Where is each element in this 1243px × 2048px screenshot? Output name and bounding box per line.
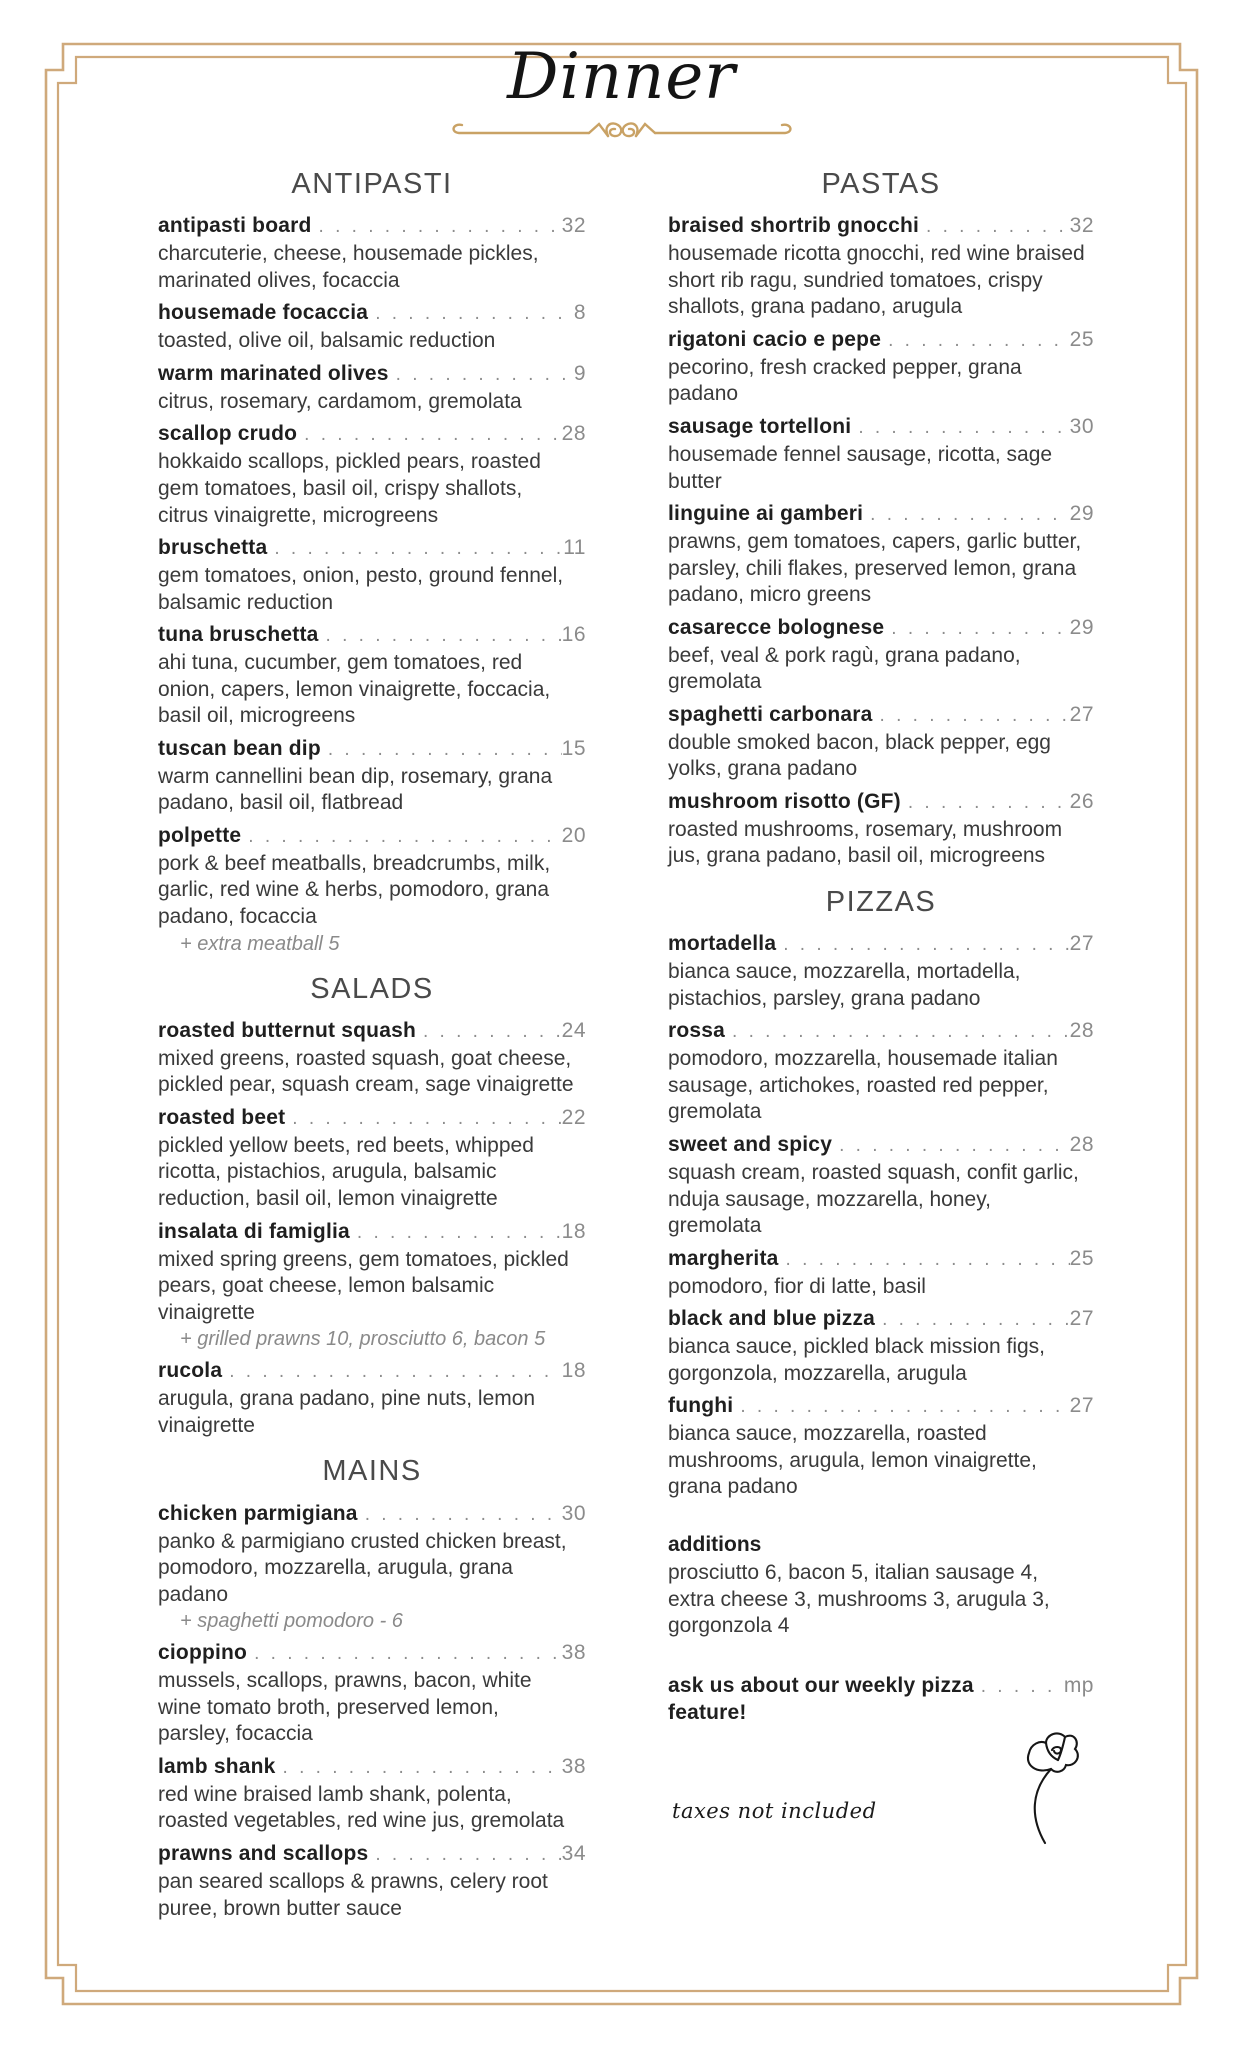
- menu-item: [158, 621, 586, 730]
- menu-item-price: 16: [561, 623, 586, 647]
- menu-item-title-row: [158, 534, 586, 563]
- dot-leader: [285, 1106, 561, 1132]
- menu-item-price: 24: [561, 1018, 586, 1042]
- weekly-feature-text: ask us about our weekly pizza: [668, 1673, 974, 1697]
- menu-item-description: prawns, gem tomatoes, capers, garlic butter, parsley, chili flakes, preserved lemon, grana padano, micro greens: [668, 530, 1082, 607]
- menu-item: [158, 212, 586, 294]
- dot-leader: [222, 1359, 561, 1385]
- dot-leader: [312, 214, 562, 240]
- additions-heading: additions: [668, 1532, 762, 1556]
- menu-item-name: insalata di famiglia: [158, 1219, 350, 1243]
- menu-item-description: double smoked bacon, black pepper, egg yolks, grana padano: [668, 730, 1051, 781]
- dot-leader: [368, 301, 574, 327]
- menu-item-name: rossa: [668, 1019, 726, 1043]
- dot-leader: [368, 1842, 561, 1868]
- menu-item-price: 38: [561, 1754, 586, 1778]
- menu-item-description: bianca sauce, pickled black mission figs, gorgonzola, mozzarella, arugula: [668, 1335, 1046, 1385]
- menu-item: [158, 1840, 586, 1922]
- page-title: Dinner: [507, 40, 736, 114]
- menu-item-price: 28: [1069, 1019, 1094, 1043]
- menu-item: [158, 822, 586, 957]
- menu-item-title-row: [668, 1305, 1094, 1334]
- menu-item-description: housemade ricotta gnocchi, red wine braised short rib ragu, sundried tomatoes, crispy shallots, grana padano, arugula: [668, 242, 1085, 319]
- menu-item-description: citrus, rosemary, cardamom, gremolata: [158, 389, 522, 413]
- menu-item: [158, 1104, 586, 1213]
- menu-item-name: tuna bruschetta: [158, 623, 319, 647]
- dot-leader: [267, 536, 563, 562]
- pizza-additions-block: [668, 1531, 1094, 1640]
- menu-item-description: bianca sauce, mozzarella, roasted mushrooms, arugula, lemon vinaigrette, grana padano: [668, 1422, 1037, 1499]
- menu-item-description: toasted, olive oil, balsamic reduction: [158, 329, 496, 353]
- menu-item-price: 32: [1069, 214, 1094, 238]
- menu-item-price: 27: [1069, 1307, 1094, 1331]
- menu-item-title-row: [668, 1017, 1094, 1046]
- dot-leader: [358, 1502, 562, 1528]
- menu-item-title-row: [158, 822, 586, 851]
- menu-item-description: pickled yellow beets, red beets, whipped ricotta, pistachios, arugula, balsamic reduction, basil oil, lemon vinaigrette: [158, 1133, 534, 1210]
- menu-item-price: 20: [561, 823, 586, 847]
- menu-item-addon-note: + extra meatball 5: [180, 932, 340, 955]
- menu-item-title-row: [668, 1131, 1094, 1160]
- menu-item: [668, 930, 1094, 1012]
- menu-item-description: red wine braised lamb shank, polenta, roasted vegetables, red wine jus, gremolata: [158, 1782, 565, 1833]
- menu-item-price: 25: [1069, 327, 1094, 351]
- menu-item-price: 26: [1069, 789, 1094, 813]
- menu-item-price: 29: [1069, 615, 1094, 639]
- menu-item-price: 28: [1069, 1133, 1094, 1157]
- menu-item-name: mortadella: [668, 932, 777, 956]
- menu-column-right: [668, 166, 1094, 1927]
- menu-item: [158, 420, 586, 529]
- menu-item-description: pomodoro, mozzarella, housemade italian sausage, artichokes, roasted red pepper, gremolata: [668, 1047, 1058, 1124]
- menu-item-price: 28: [561, 422, 586, 446]
- menu-item-title-row: [158, 299, 586, 328]
- menu-item-description: housemade fennel sausage, ricotta, sage butter: [668, 442, 1053, 493]
- menu-item-price: 15: [561, 736, 586, 760]
- dot-leader: [851, 415, 1069, 441]
- menu-item-price: 27: [1069, 702, 1094, 726]
- menu-item-name: polpette: [158, 823, 242, 847]
- menu-item-title-row: [668, 788, 1094, 817]
- menu-item: [668, 1392, 1094, 1501]
- section-heading-salads: SALADS: [310, 972, 434, 1005]
- menu-item-description: gem tomatoes, onion, pesto, ground fennel, balsamic reduction: [158, 564, 564, 614]
- dot-leader: [247, 1641, 562, 1667]
- dot-leader: [297, 422, 562, 448]
- menu-item-title-row: [158, 212, 586, 241]
- menu-item-title-row: [668, 930, 1094, 959]
- menu-item-name: braised shortrib gnocchi: [668, 214, 920, 238]
- menu-item-addon-note: + spaghetti pomodoro - 6: [180, 1610, 403, 1633]
- menu-item-title-row: [158, 621, 586, 650]
- dot-leader: [779, 1247, 1070, 1273]
- dot-leader: [276, 1755, 562, 1781]
- dot-leader: [776, 932, 1069, 958]
- menu-item-description: warm cannellini bean dip, rosemary, grana padano, basil oil, flatbread: [158, 764, 553, 815]
- menu-item-price: 9: [573, 361, 586, 385]
- menu-item-name: roasted beet: [158, 1105, 286, 1129]
- menu-item-description: pomodoro, fior di latte, basil: [668, 1274, 926, 1298]
- menu-item-title-row: [158, 1753, 586, 1782]
- menu-item: [158, 1639, 586, 1748]
- menu-item-price: 18: [561, 1219, 586, 1243]
- dot-leader: [389, 362, 574, 388]
- menu-column-left: [158, 166, 586, 1927]
- menu-item-name: linguine ai gamberi: [668, 502, 864, 526]
- menu-item-price: 32: [561, 214, 586, 238]
- menu-item-name: casarecce bolognese: [668, 615, 885, 639]
- menu-item: [158, 360, 586, 416]
- menu-item: [158, 1218, 586, 1353]
- menu-item-name: prawns and scallops: [158, 1841, 369, 1865]
- menu-item-price: 25: [1069, 1246, 1094, 1270]
- menu-item-title-row: [668, 1392, 1094, 1421]
- weekly-feature-title-row: [668, 1672, 1094, 1701]
- dot-leader: [873, 703, 1070, 729]
- menu-item-title-row: [158, 1840, 586, 1869]
- dot-leader: [321, 737, 562, 763]
- menu-item-name: roasted butternut squash: [158, 1018, 416, 1042]
- scroll-divider-icon: [446, 119, 798, 145]
- dot-leader: [832, 1133, 1070, 1159]
- section-heading-pastas: PASTAS: [821, 168, 941, 200]
- menu-footer: [668, 1729, 1094, 1847]
- menu-item-name: cioppino: [158, 1641, 248, 1665]
- weekly-pizza-feature: [668, 1672, 1094, 1725]
- menu-item-name: scallop crudo: [158, 422, 298, 446]
- menu-item-title-row: [668, 1245, 1094, 1274]
- menu-item-name: funghi: [668, 1394, 734, 1418]
- menu-item-title-row: [158, 420, 586, 449]
- dot-leader: [863, 502, 1069, 528]
- menu-item: [158, 1753, 586, 1835]
- menu-item-description: mixed spring greens, gem tomatoes, pickled pears, goat cheese, lemon balsamic vinaigrette: [158, 1247, 569, 1324]
- menu-columns: [158, 166, 1094, 1927]
- menu-item-title-row: [158, 1500, 586, 1529]
- dot-leader: [241, 824, 561, 850]
- menu-item-description: pan seared scallops & prawns, celery root puree, brown butter sauce: [158, 1869, 548, 1920]
- section-heading-mains: MAINS: [322, 1455, 422, 1488]
- menu-item-title-row: [668, 614, 1094, 643]
- menu-item-description: bianca sauce, mozzarella, mortadella, pistachios, parsley, grana padano: [668, 960, 1021, 1010]
- menu-item: [668, 1305, 1094, 1387]
- menu-item-title-row: [668, 326, 1094, 355]
- menu-item-title-row: [158, 1357, 586, 1386]
- menu-item-name: housemade focaccia: [158, 301, 369, 325]
- menu-item-price: 29: [1069, 502, 1094, 526]
- menu-item-title-row: [158, 1639, 586, 1668]
- menu-item: [668, 1131, 1094, 1240]
- menu-item-description: arugula, grana padano, pine nuts, lemon vinaigrette: [158, 1387, 536, 1437]
- menu-item-name: tuscan bean dip: [158, 736, 321, 760]
- menu-item: [158, 299, 586, 355]
- menu-item-name: sweet and spicy: [668, 1133, 833, 1157]
- menu-item-title-row: [668, 212, 1094, 241]
- dot-leader: [416, 1019, 562, 1045]
- dot-leader: [875, 1307, 1070, 1333]
- menu-item-addon-note: + grilled prawns 10, prosciutto 6, bacon 5: [180, 1328, 546, 1351]
- menu-item: [158, 1357, 586, 1439]
- menu-item-name: chicken parmigiana: [158, 1501, 358, 1525]
- additions-list: prosciutto 6, bacon 5, italian sausage 4, extra cheese 3, mushrooms 3, arugula 3, gorgonzola 4: [668, 1560, 1050, 1638]
- menu-item-title-row: [158, 360, 586, 389]
- menu-item: [668, 701, 1094, 783]
- menu-item-price: 30: [1069, 415, 1094, 438]
- menu-item: [158, 735, 586, 817]
- dot-leader: [919, 214, 1070, 240]
- menu-item: [668, 326, 1094, 408]
- menu-item-price: 11: [563, 536, 586, 560]
- menu-item-title-row: [158, 1017, 586, 1046]
- menu-item-price: 18: [561, 1359, 586, 1383]
- menu-item-name: rucola: [158, 1359, 223, 1383]
- menu-item-title-row: [158, 1104, 586, 1133]
- menu-item-description: beef, veal & pork ragù, grana padano, gremolata: [668, 643, 1021, 694]
- menu-item-price: 27: [1069, 1394, 1094, 1418]
- menu-item: [158, 1017, 586, 1099]
- menu-item-name: spaghetti carbonara: [668, 702, 873, 726]
- dot-leader: [881, 328, 1070, 354]
- menu-item-description: mixed greens, roasted squash, goat cheese, pickled pear, squash cream, sage vinaigrette: [158, 1046, 574, 1097]
- menu-item-price: 22: [561, 1105, 586, 1129]
- menu-item-price: 38: [561, 1641, 586, 1665]
- menu-item-description: roasted mushrooms, rosemary, mushroom jus, grana padano, basil oil, microgreens: [668, 817, 1063, 868]
- menu-item-name: sausage tortelloni: [668, 415, 852, 438]
- menu-item-name: margherita: [668, 1246, 779, 1270]
- menu-item-name: antipasti board: [158, 214, 312, 238]
- section-heading-pizzas: PIZZAS: [825, 886, 937, 919]
- rose-icon: [1018, 1729, 1080, 1847]
- menu-item: [158, 1500, 586, 1635]
- menu-item-price: 8: [573, 301, 586, 325]
- menu-item: [668, 212, 1094, 321]
- menu-item-description: hokkaido scallops, pickled pears, roasted gem tomatoes, basil oil, crispy shallots, citrus vinaigrette, microgreens: [158, 450, 541, 527]
- menu-item-name: rigatoni cacio e pepe: [668, 327, 882, 351]
- dot-leader: [319, 623, 562, 649]
- menu-item-description: charcuterie, cheese, housemade pickles, marinated olives, focaccia: [158, 242, 539, 292]
- menu-item-name: bruschetta: [158, 536, 268, 560]
- menu-item-name: black and blue pizza: [668, 1307, 876, 1331]
- dot-leader: [974, 1674, 1064, 1700]
- menu-item-title-row: [668, 701, 1094, 730]
- menu-item-title-row: [158, 735, 586, 764]
- menu-item-description: pecorino, fresh cracked pepper, grana padano: [668, 355, 1022, 406]
- dot-leader: [350, 1220, 562, 1246]
- weekly-feature-price: mp: [1063, 1673, 1094, 1697]
- menu-item: [158, 534, 586, 616]
- menu-item-description: ahi tuna, cucumber, gem tomatoes, red onion, capers, lemon vinaigrette, foccacia, basil oil, microgreens: [158, 651, 551, 728]
- menu-item: [668, 1017, 1094, 1126]
- weekly-feature-text-line2: feature!: [668, 1700, 747, 1724]
- menu-item: [668, 788, 1094, 870]
- dot-leader: [733, 1394, 1069, 1420]
- menu-item-description: panko & parmigiano crusted chicken breast, pomodoro, mozzarella, arugula, grana padano: [158, 1529, 567, 1606]
- menu-item: [668, 500, 1094, 609]
- menu-item-title-row: [158, 1218, 586, 1247]
- menu-item-name: mushroom risotto (GF): [668, 789, 901, 813]
- menu-item-price: 27: [1069, 932, 1094, 956]
- dot-leader: [884, 616, 1069, 642]
- menu-item-price: 30: [561, 1501, 586, 1525]
- menu-header: [0, 40, 1243, 145]
- menu-item-name: warm marinated olives: [158, 361, 389, 385]
- menu-item: [668, 614, 1094, 696]
- dot-leader: [901, 790, 1070, 816]
- menu-item-name: lamb shank: [158, 1754, 276, 1778]
- menu-item-title-row: [668, 500, 1094, 529]
- section-heading-antipasti: ANTIPASTI: [291, 168, 453, 200]
- taxes-note: taxes not included: [672, 1798, 877, 1823]
- menu-item-title-row: [668, 413, 1094, 442]
- menu-item-description: pork & beef meatballs, breadcrumbs, milk, garlic, red wine & herbs, pomodoro, grana padano, focaccia: [158, 851, 551, 928]
- menu-item: [668, 413, 1094, 495]
- menu-item: [668, 1245, 1094, 1301]
- menu-item-price: 34: [561, 1841, 586, 1865]
- menu-item-description: mussels, scallops, prawns, bacon, white wine tomato broth, preserved lemon, parsley, focaccia: [158, 1669, 532, 1746]
- dot-leader: [725, 1019, 1070, 1045]
- menu-item-description: squash cream, roasted squash, confit garlic, nduja sausage, mozzarella, honey, gremolata: [668, 1161, 1079, 1238]
